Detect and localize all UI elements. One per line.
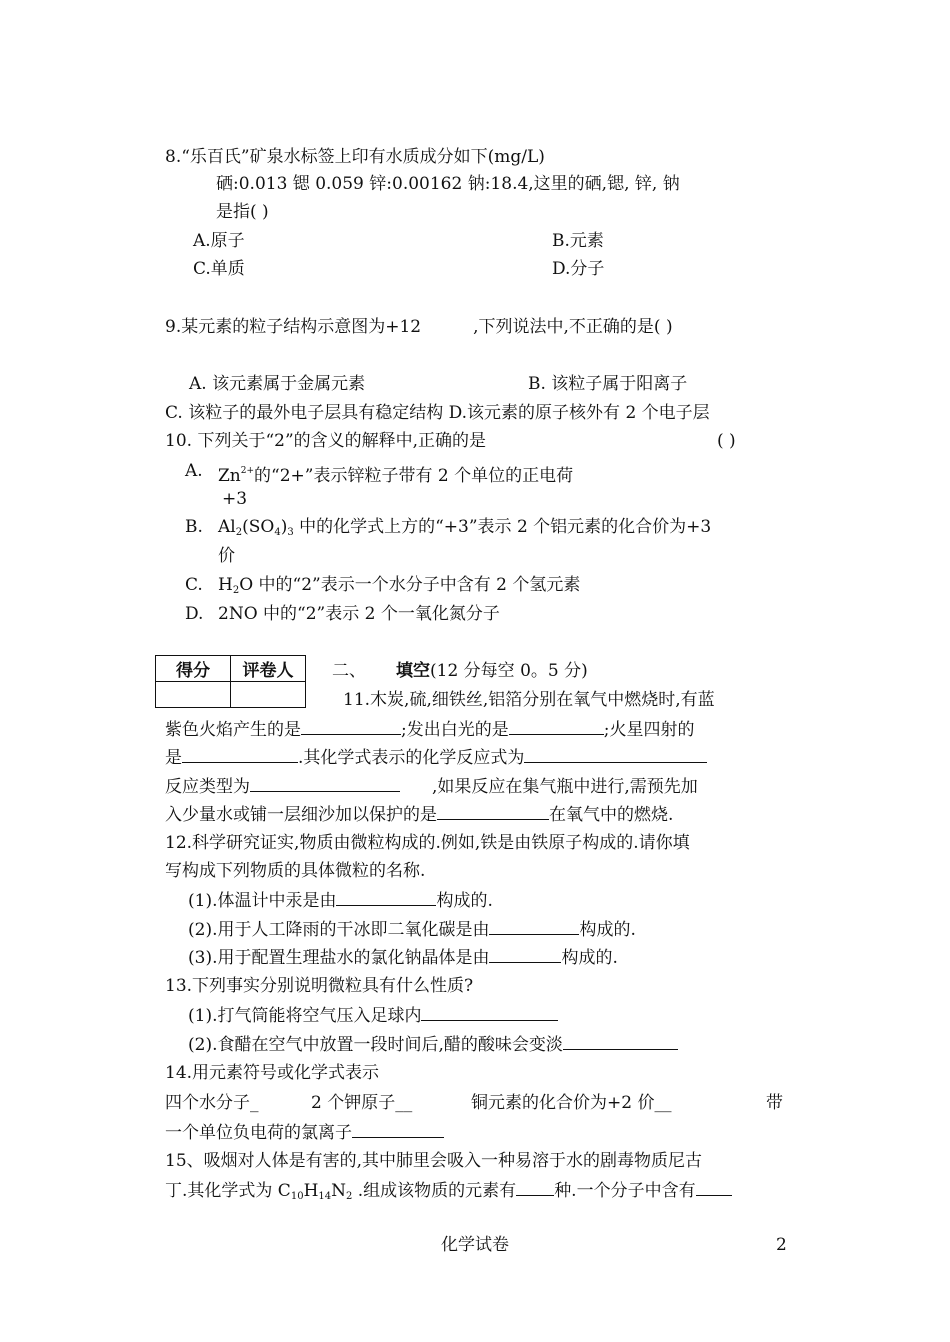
q8-values: 硒:0.013 锶 0.059 锌:0.00162 钠:18.4,这里的硒,锶, 锌, 钠 — [216, 174, 680, 194]
q12-sub2: (2).用于人工降雨的干冰即二氧化碳是由 构成的. — [188, 920, 636, 940]
section-2-heading — [332, 660, 588, 682]
q11-line3: 是 .其化学式表示的化学反应式为 — [165, 746, 707, 769]
blank[interactable] — [250, 775, 400, 792]
q10-option-c: $H_2O$ 中的“2”表示一个水分子中含有 2 个氢元素 — [218, 575, 581, 596]
blank[interactable] — [524, 746, 707, 763]
q12-sub3: (3).用于配置生理盐水的氯化钠晶体是由 构成的. — [188, 948, 618, 968]
zinc-symbol: Zn — [218, 466, 241, 486]
q10-option-b-line2: 价 — [218, 546, 235, 566]
q10-option-a-label: A. — [185, 461, 203, 481]
q14-part3: 铜元素的化合价为+2 价__ — [471, 1093, 672, 1113]
q10-paren: ( ) — [717, 431, 736, 451]
blank[interactable] — [509, 718, 604, 735]
blank[interactable] — [563, 1033, 678, 1050]
q8-stem-end: 是指( ) — [216, 202, 269, 222]
page-number: 2 — [776, 1235, 787, 1255]
section-number: 二、 — [332, 661, 366, 681]
q14-part2: 2 个钾原子__ — [311, 1093, 413, 1113]
q8-stem: 8.“乐百氏”矿泉水标签上印有水质成分如下(mg/L) — [165, 147, 545, 167]
q10-option-c-label: C. — [185, 575, 203, 595]
q9-stem-pre: 9.某元素的粒子结构示意图为+12 — [165, 317, 422, 337]
q8-option-a: A.原子 — [193, 231, 245, 251]
q12-sub1: (1).体温计中汞是由 构成的. — [188, 891, 493, 911]
q15-line2: 丁.其化学式为 $C_{10}H_{14}N_2$ .组成该物质的元素有 种.一个分子中含有 — [165, 1179, 732, 1208]
zinc-charge: 2+ — [240, 466, 255, 476]
blank[interactable] — [336, 889, 436, 906]
q14-line1: 14.用元素符号或化学式表示 — [165, 1063, 380, 1083]
q14-part1: 四个水分子_ — [165, 1093, 259, 1113]
q10-option-d: 2NO 中的“2”表示 2 个一氧化氮分子 — [218, 604, 500, 624]
blank[interactable] — [182, 746, 298, 763]
q9-stem-post: ,下列说法中,不正确的是( ) — [473, 317, 673, 337]
q10-option-b: $Al_2(SO_4)_3$ 中的化学式上方的“+3”表示 2 个铝元素的化合价为+3 — [218, 517, 712, 538]
q14-part4: 带 — [766, 1093, 783, 1113]
q10-option-b-label: B. — [185, 517, 203, 537]
q13-sub2: (2).食醋在空气中放置一段时间后,醋的酸味会变淡 — [188, 1033, 678, 1056]
q14-line3: 一个单位负电荷的氯离子 — [165, 1121, 444, 1144]
q12-line2: 写构成下列物质的具体微粒的名称. — [165, 861, 426, 881]
blank[interactable] — [301, 718, 401, 735]
blank[interactable] — [421, 1004, 558, 1021]
q8-option-b: B.元素 — [552, 231, 604, 251]
q9-option-a: A. 该元素属于金属元素 — [189, 374, 366, 394]
section-note: (12 分每空 0。5 分) — [430, 661, 588, 681]
blank[interactable] — [489, 946, 561, 963]
score-table — [155, 655, 306, 708]
q8-option-c: C.单质 — [193, 259, 245, 279]
q11-line2: 紫色火焰产生的是 ;发出白光的是 ;火星四射的 — [165, 720, 695, 740]
q10-option-c-text: O 中的“2”表示一个水分子中含有 2 个氢元素 — [239, 575, 581, 595]
q10-stem: 10. 下列关于“2”的含义的解释中,正确的是 — [165, 431, 487, 451]
q10-valence-mark: +3 — [222, 489, 248, 509]
blank[interactable] — [696, 1179, 732, 1196]
q13-line1: 13.下列事实分别说明微粒具有什么性质? — [165, 976, 474, 996]
score-header: 得分 — [156, 656, 231, 682]
aluminium-symbol: Al — [218, 517, 236, 537]
q13-sub1: (1).打气筒能将空气压入足球内 — [188, 1004, 558, 1027]
q11-line4: 反应类型为 ,如果反应在集气瓶中进行,需预先加 — [165, 777, 698, 797]
footer-title: 化学试卷 — [441, 1235, 509, 1255]
blank[interactable] — [352, 1121, 444, 1138]
q10-option-a-text: 的“2+”表示锌粒子带有 2 个单位的正电荷 — [254, 466, 574, 486]
section-title: 填空 — [396, 661, 430, 681]
blank[interactable] — [437, 803, 549, 820]
grader-header: 评卷人 — [231, 656, 306, 682]
q11-line1: 11.木炭,硫,细铁丝,铝箔分别在氧气中燃烧时,有蓝 — [343, 690, 715, 710]
q10-option-b-text: 中的化学式上方的“+3”表示 2 个铝元素的化合价为+3 — [293, 517, 712, 537]
grader-cell[interactable] — [231, 682, 306, 708]
blank[interactable] — [489, 918, 579, 935]
q10-option-d-label: D. — [185, 604, 204, 624]
q11-line5: 入少量水或铺一层细沙加以保护的是 在氧气中的燃烧. — [165, 805, 674, 825]
score-cell[interactable] — [156, 682, 231, 708]
q8-option-d: D.分子 — [552, 259, 605, 279]
q10-option-a — [218, 460, 573, 487]
q9-option-cd: C. 该粒子的最外电子层具有稳定结构 D.该元素的原子核外有 2 个电子层 — [165, 403, 710, 423]
q15-line1: 15、吸烟对人体是有害的,其中肺里会吸入一种易溶于水的剧毒物质尼古 — [165, 1151, 703, 1171]
blank[interactable] — [516, 1179, 554, 1196]
q9-stem — [165, 316, 673, 338]
q9-option-b: B. 该粒子属于阳离子 — [528, 374, 688, 394]
q12-line1: 12.科学研究证实,物质由微粒构成的.例如,铁是由铁原子构成的.请你填 — [165, 833, 690, 853]
